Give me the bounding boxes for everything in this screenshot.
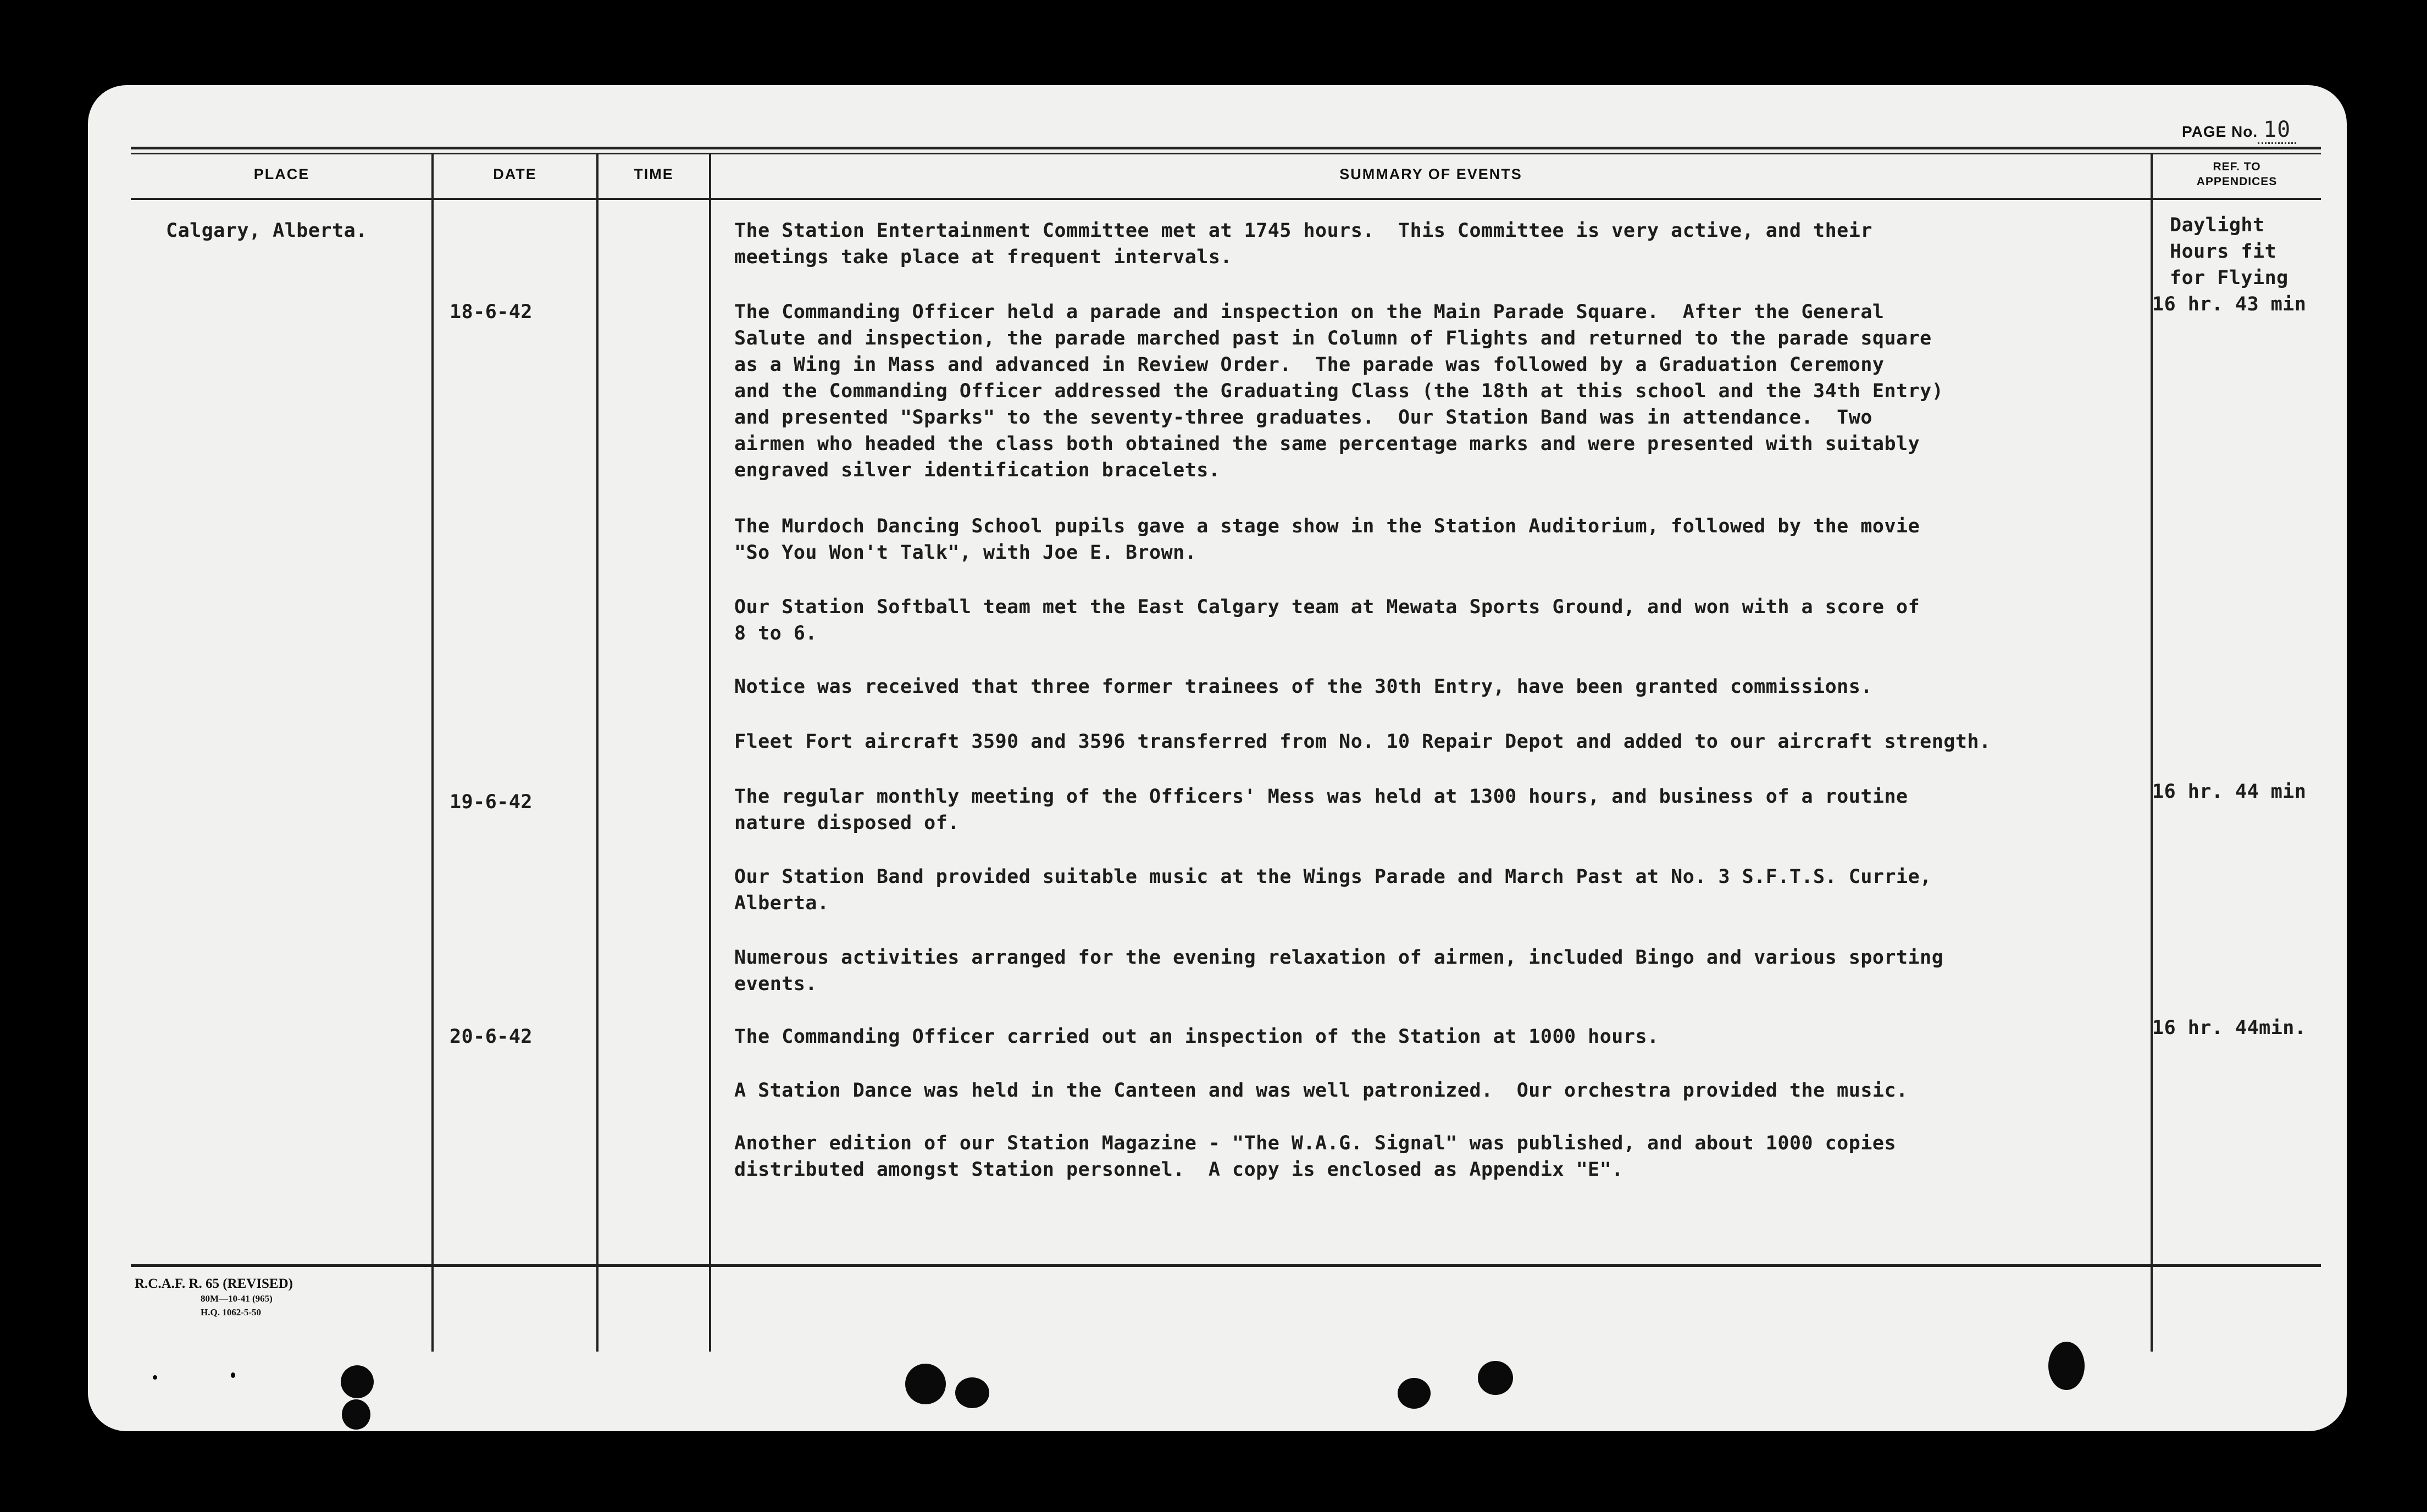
event-line: Our Station Softball team met the East Calgary team at Mewata Sports Ground, and won with a score of [734,596,1920,618]
event-line: The Commanding Officer held a parade and inspection on the Main Parade Square. After the General [734,301,1885,323]
event-line: Another edition of our Station Magazine - "The W.A.G. Signal" was published, and about 1000 copies [734,1132,1897,1154]
header-summary: SUMMARY OF EVENTS [1339,166,1522,182]
speck [153,1375,157,1380]
punch-hole [1478,1361,1513,1395]
daylight-title-line: Daylight [2170,214,2265,236]
header-time: TIME [634,166,674,182]
page-number-label: PAGE No. [2182,123,2258,140]
event-line: Fleet Fort aircraft 3590 and 3596 transferred from No. 10 Repair Depot and added to our aircraft strength. [734,731,1991,753]
event-line: Notice was received that three former trainees of the 30th Entry, have been granted commissions. [734,676,1872,698]
event-line: nature disposed of. [734,812,960,834]
event-line: A Station Dance was held in the Canteen and was well patronized. Our orchestra provided the music. [734,1080,1908,1102]
event-line: meetings take place at frequent intervals. [734,246,1233,268]
daylight-entry: 16 hr. 44 min [2152,781,2307,803]
event-line: engraved silver identification bracelets. [734,459,1221,481]
header-ref-line1: REF. TO [2213,160,2261,173]
event-line: and presented "Sparks" to the seventy-three graduates. Our Station Band was in attendance. Two [734,407,1872,429]
header-ref-line2: APPENDICES [2196,175,2278,188]
column-divider-date-time [596,154,599,1352]
column-divider-summary-ref [2151,154,2153,1352]
date-entry: 19-6-42 [450,791,533,813]
event-line: distributed amongst Station personnel. A copy is enclosed as Appendix "E". [734,1159,1623,1181]
event-line: and the Commanding Officer addressed the Graduating Class (the 18th at this school and the 34th Entry) [734,380,1944,402]
date-entry: 20-6-42 [450,1026,533,1048]
daylight-title-line: Hours fit [2170,241,2277,263]
hq-reference: H.Q. 1062-5-50 [201,1307,262,1318]
daylight-entry: 16 hr. 44min. [2152,1017,2307,1039]
event-line: as a Wing in Mass and advanced in Review Order. The parade was followed by a Graduation Ceremony [734,354,1885,376]
speck [231,1372,235,1378]
punch-hole [905,1364,946,1404]
column-divider-time-summary [709,154,711,1352]
event-line: events. [734,973,818,995]
daylight-entry: 16 hr. 43 min [2152,293,2307,315]
header-date: DATE [493,166,537,182]
place-text: Calgary, Alberta. [166,220,368,242]
top-rule [131,147,2321,149]
header-rule-upper [131,153,2321,154]
form-number: R.C.A.F. R. 65 (REVISED) [135,1276,293,1291]
event-line: Numerous activities arranged for the evening relaxation of airmen, included Bingo and various sporting [734,947,1944,969]
event-line: The regular monthly meeting of the Officers' Mess was held at 1300 hours, and business of a routine [734,786,1908,808]
header-ref-appendices [2153,159,2321,189]
event-line: The Station Entertainment Committee met at 1745 hours. This Committee is very active, and their [734,220,1872,242]
event-line: The Murdoch Dancing School pupils gave a stage show in the Station Auditorium, followed by the movie [734,515,1920,537]
column-divider-place-date [431,154,434,1352]
form-footer [135,1276,293,1319]
event-line: Our Station Band provided suitable music at the Wings Parade and March Past at No. 3 S.F.T.S. Currie, [734,866,1932,888]
punch-hole [955,1377,989,1408]
punch-hole [1398,1378,1431,1409]
diary-form [88,85,2347,1431]
punch-hole [2048,1342,2085,1390]
daylight-title-line: for Flying [2170,267,2289,289]
date-entry: 18-6-42 [450,301,533,323]
bottom-rule [131,1264,2321,1267]
event-line: The Commanding Officer carried out an inspection of the Station at 1000 hours. [734,1026,1659,1048]
event-line: Alberta. [734,892,829,914]
event-line: Salute and inspection, the parade marched past in Column of Flights and returned to the parade square [734,327,1932,349]
event-line: 8 to 6. [734,622,818,644]
header-rule-lower [131,198,2321,200]
print-run: 80M—10-41 (965) [201,1293,273,1304]
page-number-value: 10 [2258,117,2296,144]
header-place: PLACE [253,166,310,182]
punch-hole [342,1399,370,1430]
punch-hole [341,1365,374,1398]
event-line: "So You Won't Talk", with Joe E. Brown. [734,542,1197,564]
page-number [2182,117,2296,144]
event-line: airmen who headed the class both obtained the same percentage marks and were presented with suitably [734,433,1920,455]
